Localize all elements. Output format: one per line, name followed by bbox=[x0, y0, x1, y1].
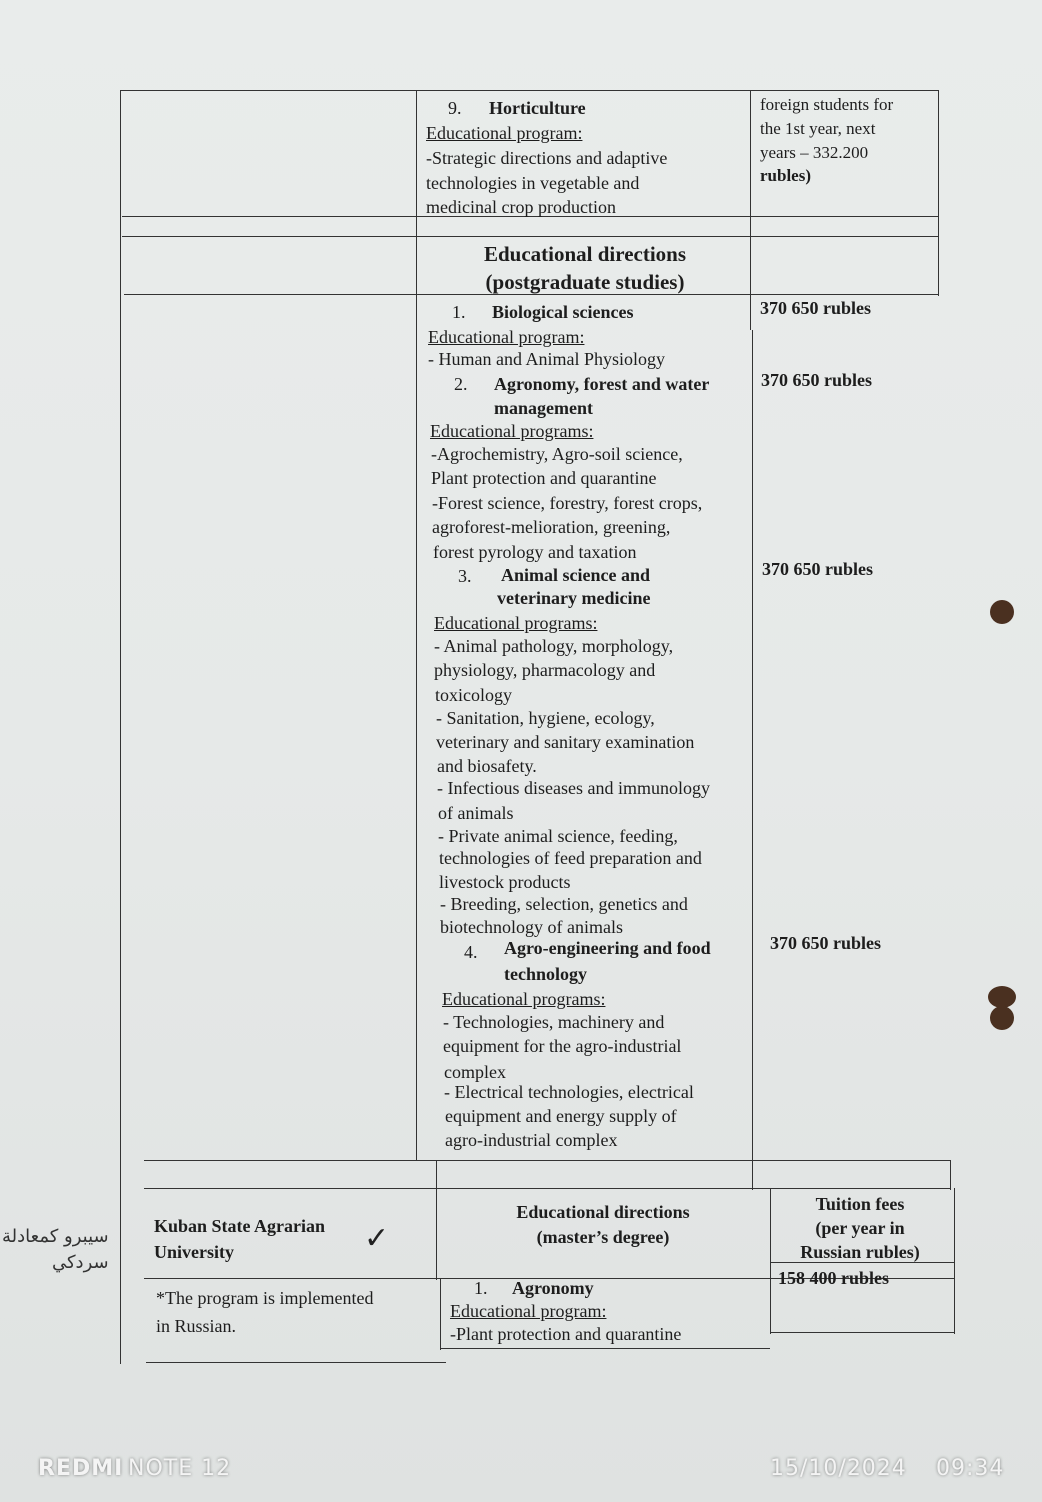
program-label: Educational programs: bbox=[442, 989, 606, 1009]
direction-title: Horticulture bbox=[489, 98, 586, 118]
program-label: Educational program: bbox=[450, 1301, 607, 1321]
col-border bbox=[440, 1278, 441, 1350]
direction-number: 2. bbox=[454, 374, 468, 394]
row-divider bbox=[144, 1188, 950, 1189]
program-line: - Breeding, selection, genetics and bbox=[440, 894, 688, 914]
direction-title: management bbox=[494, 398, 593, 418]
program-line: physiology, pharmacology and bbox=[434, 660, 656, 680]
program-line: technologies in vegetable and bbox=[426, 173, 640, 193]
table-bottom-border bbox=[440, 1348, 770, 1349]
direction-number: 1. bbox=[474, 1278, 488, 1298]
column-header: Educational directions bbox=[516, 1202, 690, 1222]
fee-amount: 370 650 rubles bbox=[760, 298, 872, 318]
program-line: - Animal pathology, morphology, bbox=[434, 636, 674, 656]
row-divider bbox=[124, 294, 938, 295]
language-note: in Russian. bbox=[156, 1316, 237, 1336]
col-border bbox=[436, 1160, 437, 1280]
handwritten-note bbox=[2, 1224, 109, 1276]
direction-number: 4. bbox=[464, 942, 478, 962]
program-line: - Electrical technologies, electrical bbox=[444, 1082, 694, 1102]
program-label: Educational programs: bbox=[434, 613, 598, 633]
fee-amount: 370 650 rubles bbox=[761, 370, 873, 390]
photo-date: 15/10/2024 bbox=[770, 1456, 907, 1481]
direction-title: Agronomy, forest and water bbox=[494, 374, 710, 394]
table-top-border bbox=[120, 90, 938, 91]
university-name: University bbox=[154, 1242, 234, 1262]
program-line: livestock products bbox=[439, 872, 571, 892]
col-border-right bbox=[954, 1188, 955, 1334]
table-bottom-border bbox=[146, 1362, 446, 1363]
column-header: (master’s degree) bbox=[536, 1227, 670, 1247]
language-note: *The program is implemented bbox=[156, 1288, 374, 1308]
program-label: Educational program: bbox=[428, 327, 585, 347]
direction-number: 3. bbox=[458, 566, 472, 586]
handwriting-line: سردكي bbox=[51, 1252, 109, 1273]
fee-line: the 1st year, next bbox=[760, 119, 876, 138]
direction-title: Biological sciences bbox=[492, 302, 634, 322]
row-divider bbox=[122, 236, 938, 237]
direction-number: 1. bbox=[452, 302, 466, 322]
camera-brand: REDMI bbox=[38, 1456, 124, 1481]
program-line: veterinary and sanitary examination bbox=[436, 732, 695, 752]
program-line: technologies of feed preparation and bbox=[439, 848, 702, 868]
camera-model: NOTE 12 bbox=[128, 1456, 232, 1481]
program-line: biotechnology of animals bbox=[440, 917, 623, 937]
section-heading: (postgraduate studies) bbox=[485, 270, 685, 294]
program-line: - Infectious diseases and immunology bbox=[437, 778, 710, 798]
program-line: - Technologies, machinery and bbox=[443, 1012, 665, 1032]
program-line: toxicology bbox=[435, 685, 512, 705]
program-label: Educational programs: bbox=[430, 421, 594, 441]
program-line: - Private animal science, feeding, bbox=[438, 826, 678, 846]
camera-watermark bbox=[0, 1412, 1042, 1502]
program-line: -Plant protection and quarantine bbox=[450, 1324, 682, 1344]
direction-title: veterinary medicine bbox=[497, 588, 651, 608]
program-line: equipment for the agro-industrial bbox=[443, 1036, 682, 1056]
fee-line: rubles) bbox=[760, 166, 811, 185]
column-header: (per year in bbox=[815, 1218, 905, 1238]
program-line: agroforest-melioration, greening, bbox=[432, 517, 671, 537]
col-border bbox=[416, 90, 417, 1160]
program-line: and biosafety. bbox=[437, 756, 537, 776]
col-border-left bbox=[120, 90, 121, 1364]
program-line: agro-industrial complex bbox=[445, 1130, 618, 1150]
table-bottom-border bbox=[770, 1332, 954, 1333]
col-border bbox=[752, 330, 753, 1190]
program-line: - Sanitation, hygiene, ecology, bbox=[436, 708, 655, 728]
col-border-right bbox=[950, 1160, 951, 1190]
direction-number: 9. bbox=[448, 98, 462, 118]
fee-line: foreign students for bbox=[760, 95, 894, 114]
col-border-right bbox=[938, 90, 939, 296]
program-line: -Forest science, forestry, forest crops, bbox=[432, 493, 703, 513]
punch-hole bbox=[988, 986, 1016, 1008]
program-label: Educational program: bbox=[426, 123, 583, 143]
punch-hole bbox=[990, 1006, 1014, 1030]
program-line: equipment and energy supply of bbox=[445, 1106, 677, 1126]
fee-amount: 370 650 rubles bbox=[770, 933, 882, 953]
photo-time: 09:34 bbox=[936, 1456, 1005, 1481]
punch-hole bbox=[990, 600, 1014, 624]
col-border bbox=[750, 90, 751, 330]
section-heading: Educational directions bbox=[483, 242, 687, 266]
column-header: Tuition fees bbox=[815, 1194, 905, 1214]
fee-amount: 370 650 rubles bbox=[762, 559, 874, 579]
program-line: Plant protection and quarantine bbox=[431, 468, 657, 488]
direction-title: technology bbox=[504, 964, 587, 984]
fee-amount: years – 332.200 bbox=[760, 143, 869, 162]
program-line: forest pyrology and taxation bbox=[433, 542, 637, 562]
row-divider bbox=[144, 1160, 950, 1161]
direction-title: Agro-engineering and food bbox=[504, 938, 711, 958]
checkmark-icon: ✓ bbox=[364, 1222, 390, 1255]
direction-title: Agronomy bbox=[512, 1278, 594, 1298]
col-border bbox=[770, 1188, 771, 1334]
program-line: - Human and Animal Physiology bbox=[428, 349, 665, 369]
program-line: -Strategic directions and adaptive bbox=[426, 148, 668, 168]
fee-amount: 158 400 rubles bbox=[778, 1268, 890, 1288]
program-line: of animals bbox=[438, 803, 514, 823]
handwriting-line: سيبرو كمعادلة bbox=[2, 1226, 109, 1247]
direction-title: Animal science and bbox=[501, 565, 651, 585]
column-header: Russian rubles) bbox=[800, 1242, 920, 1262]
program-line: -Agrochemistry, Agro-soil science, bbox=[431, 444, 683, 464]
program-line: medicinal crop production bbox=[426, 197, 616, 217]
university-name: Kuban State Agrarian bbox=[154, 1216, 326, 1236]
fee-line bbox=[760, 141, 868, 165]
program-line: complex bbox=[444, 1062, 506, 1082]
